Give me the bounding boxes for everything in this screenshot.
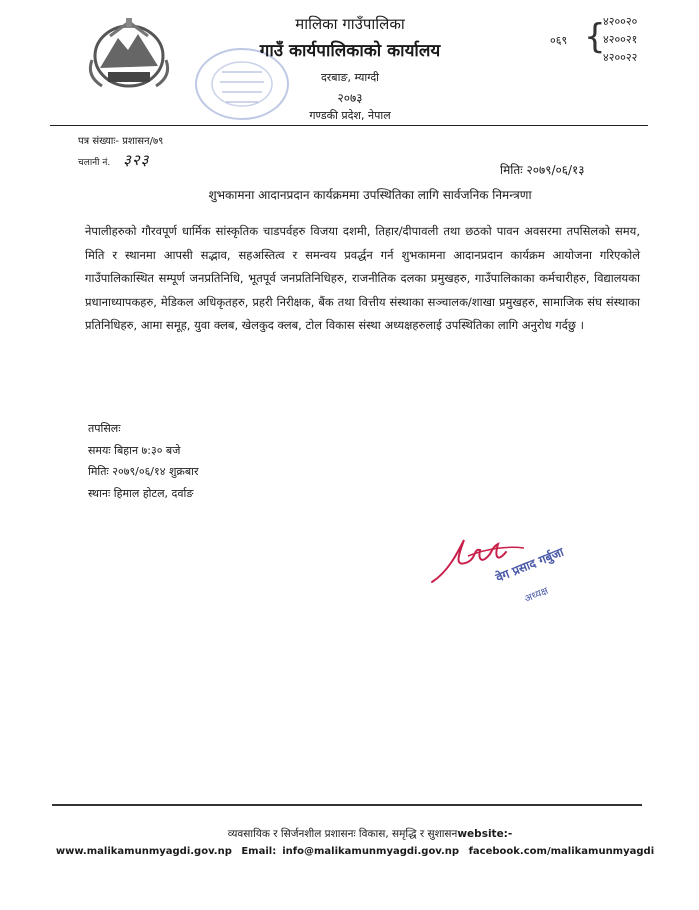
header-divider [50,125,648,126]
website-link[interactable]: www.malikamunmyagdi.gov.np [55,846,232,857]
time-label: समयः [88,443,111,457]
letter-date-value: २०७९/०६/१३ [526,163,585,177]
dispatch-number-label: चलानी नं. [78,158,111,168]
facebook-link[interactable]: facebook.com/malikamunmyagdi [468,846,655,857]
email-label: Email: [241,846,277,857]
phone-number: ४२००२० [603,15,638,28]
letter-number [78,133,163,147]
brace-icon: { [584,17,606,57]
letter-number-label: पत्र संख्याः- [78,136,120,147]
tagline-text: व्यवसायिक र सिर्जनशील प्रशासनः विकास, समृद्धि र सुशासन [227,828,458,840]
details-block [88,418,199,504]
details-venue [88,483,199,505]
office-place: दरबाङ, म्याग्दी [320,71,380,84]
letter-date [500,161,585,178]
dispatch-number [78,150,149,170]
details-time [88,440,199,462]
letter-date-label: मितिः [500,163,523,177]
letter-number-value: प्रशासन/७९ [122,136,164,147]
footer-contacts [40,846,670,857]
footer-divider [52,804,642,806]
office-province: गण्डकी प्रदेश, नेपाल [309,109,391,122]
date-value: २०७९/०६/१४ शुक्रबार [112,465,199,478]
office-year: २०७३ [337,91,363,105]
time-value: बिहान ७:३० बजे [114,443,181,457]
signatory-role: अध्यक्ष [523,585,550,605]
subject-line: शुभकामना आदानप्रदान कार्यक्रममा उपस्थितिका लागि सार्वजनिक निमन्त्रणा [208,188,532,202]
phone-area-code: ०६९ [550,34,568,47]
venue-value: हिमाल होटल, दर्वाङ [113,486,194,500]
dispatch-number-value: ३२३ [123,151,150,169]
body-paragraph: नेपालीहरुको गौरवपूर्ण धार्मिक सांस्कृतिक चाडपर्वहरु विजया दशमी, तिहार/दीपावली तथा छठको पावन अवसरमा तपसिलको समय, मिति र स्थानमा आपसी सद्भाव, सहअस्तित्व र समन्वय प्रवर्द्धन गर्न शुभकामना आदानप्रदान कार्यक्रम आयोजना गरिएकोले गाउँपालिकास्थित सम्पूर्ण जनप्रतिनिधि, भूतपूर्व जनप्रतिनिधिहरु, राजनीतिक दलका प्रमुखहरु, गाउँपालिकाका कर्मचारीहरु, विद्यालयका प्रधानाध्यापकहरु, मेडिकल अधिकृतहरु, प्रहरी निरीक्षक, बैंक तथा वित्तीय संस्थाका सञ्चालक/शाखा प्रमुखहरु, सामाजिक संघ संस्थाका प्रतिनिधिहरु, आमा समूह, युवा क्लब, खेलकुद क्लब, टोल विकास संस्था अध्यक्षहरुलाई उपस्थितिका लागि अनुरोध गर्दछु । [85,224,640,333]
nepal-emblem-icon [80,16,178,94]
details-heading: तपसिलः [88,422,121,435]
phone-number: ४२००२१ [603,33,638,46]
office-title: गाउँ कार्यपालिकाको कार्यालय [259,41,441,61]
email-link[interactable]: info@malikamunmyagdi.gov.np [282,846,460,857]
website-label: website:- [457,828,513,840]
details-date [88,461,199,483]
office-name: मालिका गाउँपालिका [295,15,405,33]
phone-number: ४२००२२ [603,51,638,64]
footer-tagline [130,827,610,841]
venue-label: स्थानः [88,486,111,500]
date-label: मितिः [88,465,109,478]
signatory-name: वेग प्रसाद गर्बुजा [493,544,566,585]
